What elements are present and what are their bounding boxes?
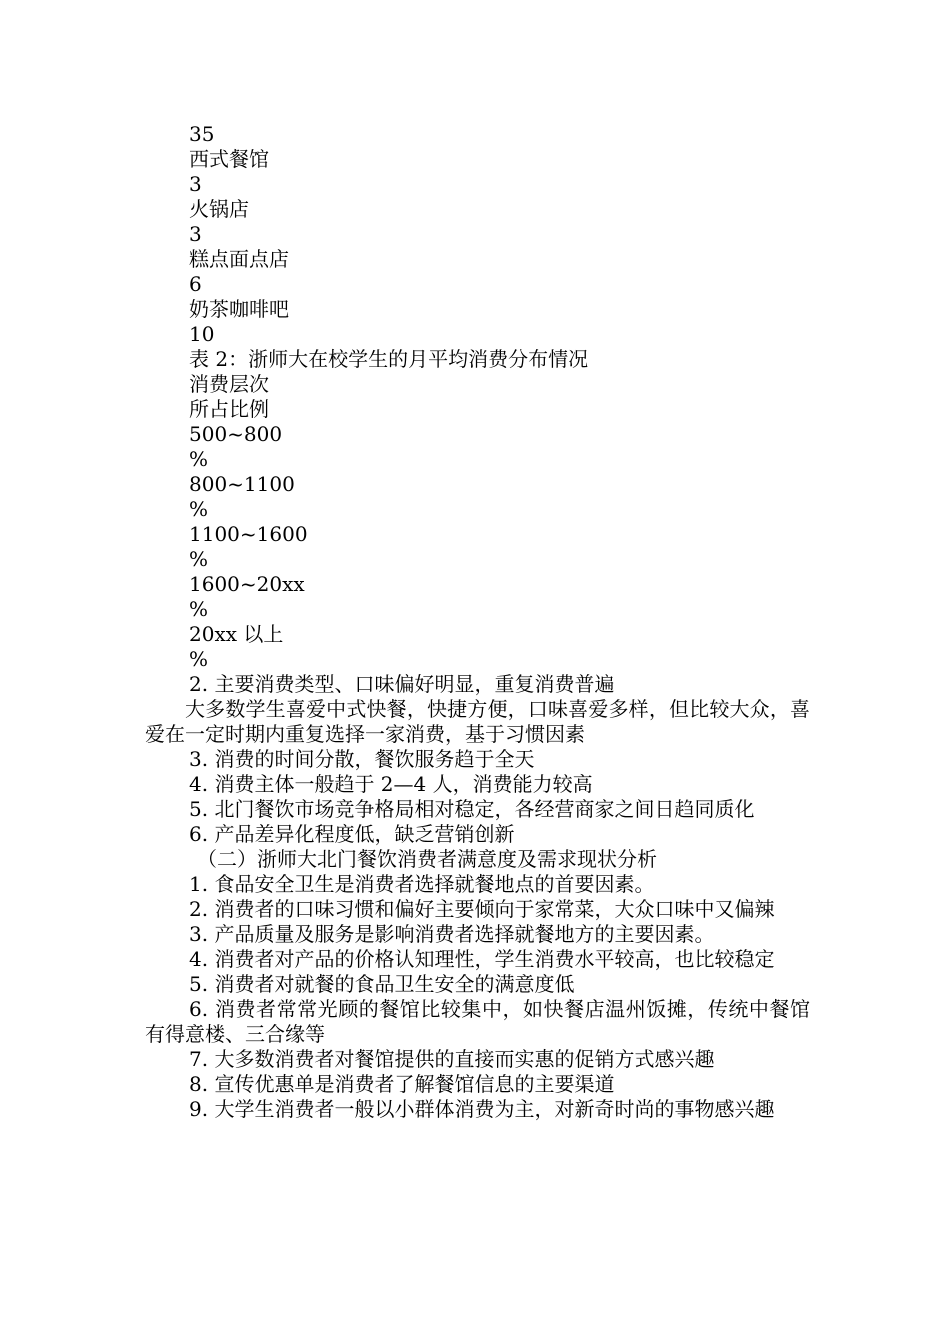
list-item: 2. 主要消费类型、口味偏好明显，重复消费普遍 [189, 672, 615, 696]
table1-tail [145, 122, 810, 347]
list-item: 8. 宣传优惠单是消费者了解餐馆信息的主要渠道 [189, 1072, 615, 1096]
table-cell: 10 [189, 322, 215, 346]
list-item: 6. 产品差异化程度低，缺乏营销创新 [189, 822, 515, 846]
table-cell: 3 [189, 172, 202, 196]
table-caption: 表 2：浙师大在校学生的月平均消费分布情况 [189, 347, 589, 371]
table-cell: 火锅店 [189, 197, 249, 221]
list-item: 9. 大学生消费者一般以小群体消费为主，对新奇时尚的事物感兴趣 [189, 1097, 775, 1121]
list-item: 1. 食品安全卫生是消费者选择就餐地点的首要因素。 [189, 872, 655, 896]
section-heading: （二）浙师大北门餐饮消费者满意度及需求现状分析 [197, 847, 657, 871]
table-cell: 3 [189, 222, 202, 246]
list-item: 7. 大多数消费者对餐馆提供的直接而实惠的促销方式感兴趣 [189, 1047, 715, 1071]
table-cell: 1100~1600 [189, 522, 308, 546]
list-item: 5. 北门餐饮市场竞争格局相对稳定，各经营商家之间日趋同质化 [189, 797, 755, 821]
list-item: 2. 消费者的口味习惯和偏好主要倾向于家常菜，大众口味中又偏辣 [189, 897, 775, 921]
list-item: 6. 消费者常常光顾的餐馆比较集中，如快餐店温州饭摊，传统中餐馆有得意楼、三合缘等 [145, 997, 810, 1046]
table-cell: % [189, 447, 209, 471]
table-cell: % [189, 497, 209, 521]
table-cell: 500~800 [189, 422, 283, 446]
table-cell: % [189, 597, 209, 621]
document-page [145, 122, 810, 1122]
section-market-characteristics [145, 672, 810, 847]
table-cell: 800~1100 [189, 472, 295, 496]
table-cell: % [189, 647, 209, 671]
table-cell: 35 [189, 122, 215, 146]
list-item: 3. 消费的时间分散，餐饮服务趋于全天 [189, 747, 535, 771]
list-item: 3. 产品质量及服务是影响消费者选择就餐地方的主要因素。 [189, 922, 715, 946]
table-cell: % [189, 547, 209, 571]
table-cell: 奶茶咖啡吧 [189, 297, 289, 321]
table-cell: 6 [189, 272, 202, 296]
list-item: 5. 消费者对就餐的食品卫生安全的满意度低 [189, 972, 575, 996]
table-cell: 西式餐馆 [189, 147, 269, 171]
section-consumer-satisfaction [145, 847, 810, 1122]
table2 [145, 347, 810, 672]
paragraph: 大多数学生喜爱中式快餐，快捷方便，口味喜爱多样，但比较大众，喜爱在一定时期内重复选择一家消费，基于习惯因素 [145, 697, 810, 746]
list-item: 4. 消费者对产品的价格认知理性，学生消费水平较高，也比较稳定 [189, 947, 775, 971]
table-header-cell: 所占比例 [189, 397, 269, 421]
table-cell: 20xx 以上 [189, 622, 284, 646]
table-header-cell: 消费层次 [189, 372, 269, 396]
table-cell: 糕点面点店 [189, 247, 289, 271]
table-cell: 1600~20xx [189, 572, 305, 596]
list-item: 4. 消费主体一般趋于 2—4 人，消费能力较高 [189, 772, 593, 796]
